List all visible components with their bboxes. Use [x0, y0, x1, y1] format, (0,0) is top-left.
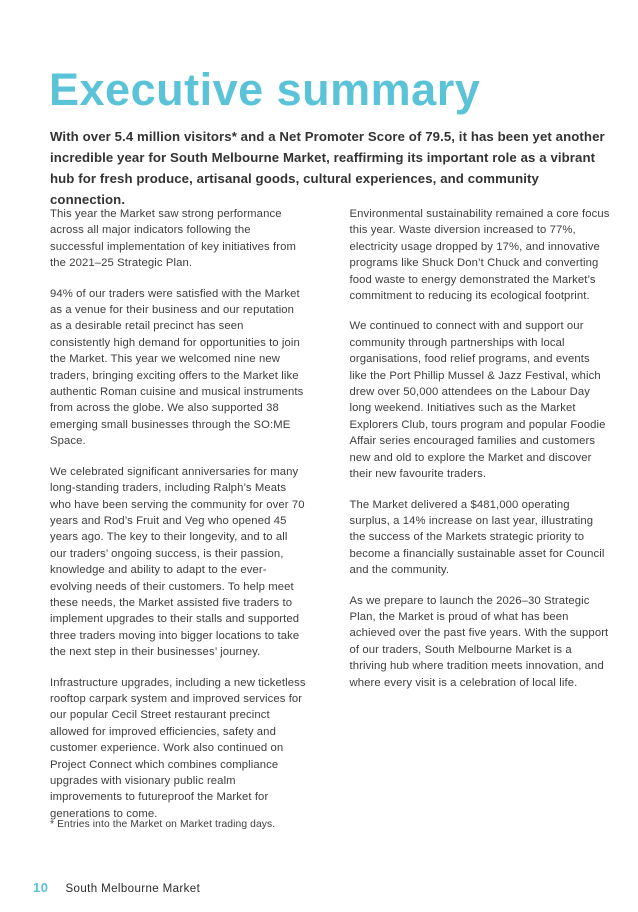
footer-document-title: South Melbourne Market [65, 883, 201, 895]
body-paragraph: We continued to connect with and support our community through partnerships with local organisations, food relief programs, and events like the Port Phillip Mussel & Jazz Festival, which drew over 50,000 attendees on the Labour Day long weekend. Initiatives such as the Market Explorers Club, tours program and popular Foodie Affair series encouraged families and customers new and old to explore the Market and discover their new favourite traders. [349, 320, 606, 481]
right-column [350, 206, 610, 836]
body-paragraph: 94% of our traders were satisfied with the Market as a venue for their business and our reputation as a desirable retail precinct has seen consistently high demand for opportunities to join the Market. This year we welcomed nine new traders, bringing exciting offers to the Market like authentic Roman cuisine and musical instruments from across the globe. We also supported 38 emerging small businesses through the SO:ME Space. [50, 287, 304, 448]
body-paragraph: As we prepare to launch the 2026–30 Strategic Plan, the Market is proud of what has been achieved over the past five years. With the support of our traders, South Melbourne Market is a thriving hub where tradition meets innovation, and where every visit is a celebration of local life. [349, 594, 609, 689]
left-column [50, 206, 307, 836]
body-columns [50, 206, 610, 836]
body-paragraph: The Market delivered a $481,000 operating surplus, a 14% increase on last year, illustrating the success of the Markets strategic priority to become a financially sustainable asset for Council and the community. [349, 498, 605, 577]
body-paragraph: This year the Market saw strong performance across all major indicators following the successful implementation of key initiatives from the 2021–25 Strategic Plan. [50, 208, 296, 270]
page-title: Executive summary [49, 64, 481, 115]
footnote: * Entries into the Market on Market trading days. [50, 819, 276, 830]
page-footer [33, 880, 200, 895]
body-paragraph: Infrastructure upgrades, including a new ticketless rooftop carpark system and improved services for our popular Cecil Street restaurant precinct allowed for improved efficiencies, safety and customer experience. Work also continued on Project Connect which combines compliance upgrades with visionary public realm improvements to futureproof the Market for generations to come. [50, 676, 306, 820]
body-paragraph: We celebrated significant anniversaries for many long-standing traders, including Ralph’s Meats who have been serving the community for over 70 years and Rod’s Fruit and Veg who opened 45 years ago. The key to their longevity, and to all our traders’ ongoing success, is their passion, knowledge and ability to adapt to the ever-evolving needs of their customers. To help meet these needs, the Market assisted five traders to implement upgrades to their stalls and supported three traders moving into bigger locations to take the next step in their businesses’ journey. [50, 465, 305, 659]
body-paragraph: Environmental sustainability remained a core focus this year. Waste diversion increased to 77%, electricity usage dropped by 17%, and innovative programs like Shuck Don’t Chuck and converting food waste to energy demonstrated the Market’s commitment to reducing its ecological footprint. [349, 208, 610, 303]
intro-paragraph: With over 5.4 million visitors* and a Net Promoter Score of 79.5, it has been yet another incredible year for South Melbourne Market, reaffirming its important role as a vibrant hub for fresh produce, artisanal goods, cultural experiences, and community connection. [50, 129, 605, 207]
page-number: 10 [33, 880, 49, 895]
